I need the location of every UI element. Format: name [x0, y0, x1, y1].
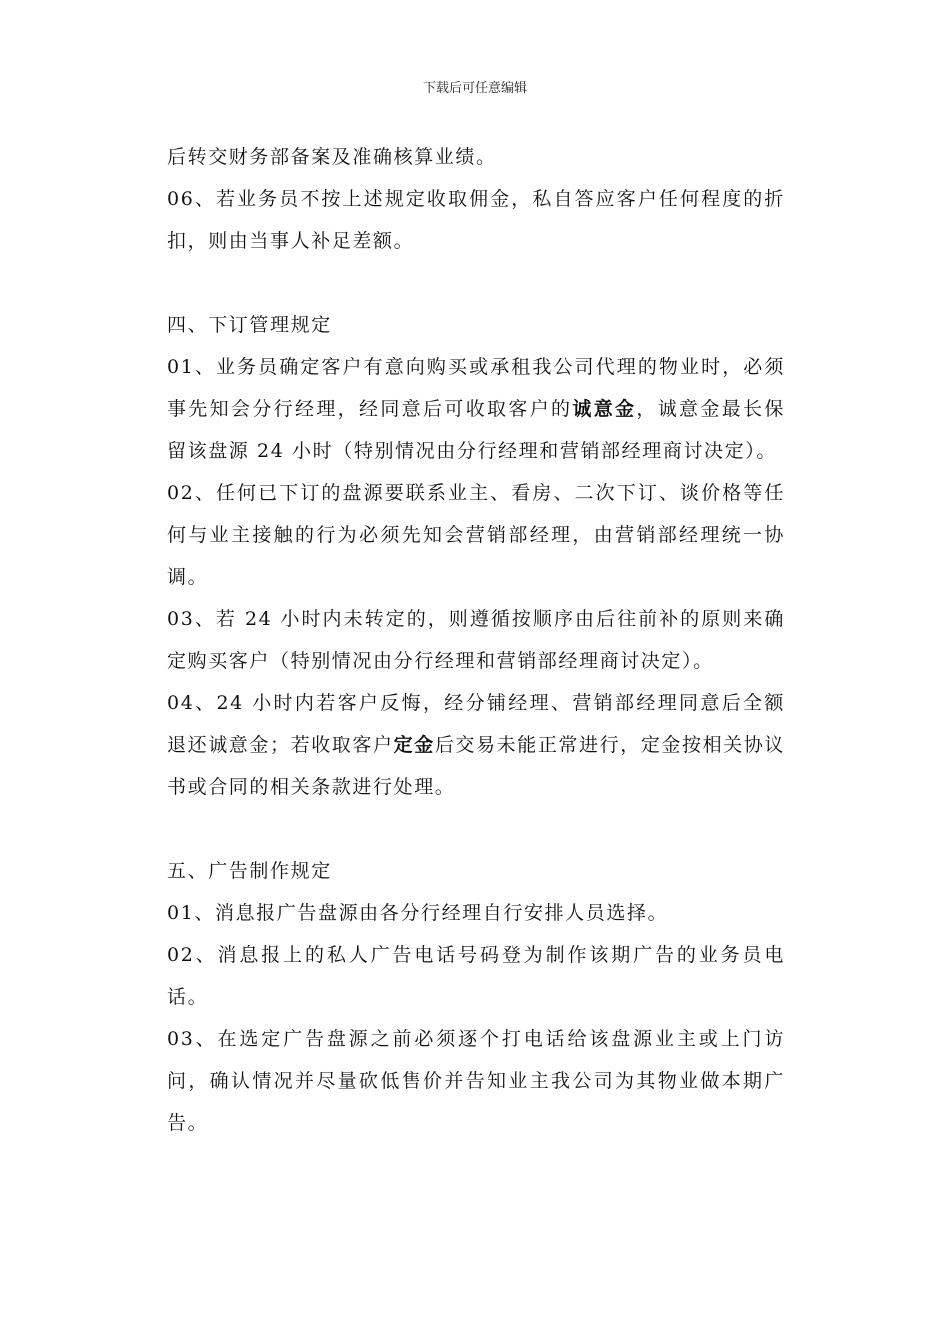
document-body	[167, 136, 785, 1144]
text-segment: ，诚意金最长保留该盘源 24 小时（特别情况由分行经理和营销部经理商讨决定）。	[167, 398, 786, 462]
paragraph-item-06: 06、若业务员不按上述规定收取佣金，私自答应客户任何程度的折扣，则由当事人补足差额。	[167, 188, 785, 252]
paragraph-order-item-01	[167, 346, 785, 472]
paragraph-order-item-02: 02、任何已下订的盘源要联系业主、看房、二次下订、谈价格等任何与业主接触的行为必须先知会营销部经理，由营销部经理统一协调。	[167, 482, 785, 588]
section-title-advertising: 五、广告制作规定	[167, 860, 332, 882]
paragraph-continuation: 后转交财务部备案及准确核算业绩。	[167, 146, 497, 168]
page-header: 下载后可任意编辑	[422, 81, 527, 96]
spacer	[167, 262, 785, 304]
spacer	[167, 808, 785, 850]
paragraph-ad-item-03: 03、在选定广告盘源之前必须逐个打电话给该盘源业主或上门访问，确认情况并尽量砍低售价并告知业主我公司为其物业做本期广告。	[167, 1028, 785, 1134]
paragraph-order-item-04	[167, 682, 785, 808]
paragraph-order-item-03: 03、若 24 小时内未转定的，则遵循按顺序由后往前补的原则来确定购买客户（特别情况由分行经理和营销部经理商讨决定）。	[167, 608, 785, 672]
text-segment: 04、24 小时内若客户反悔，经分铺经理、营销部经理同意后全额退还诚意金；若收取客户	[167, 692, 785, 756]
section-title-ordering: 四、下订管理规定	[167, 314, 332, 336]
bold-term-deposit: 定金	[393, 734, 435, 756]
bold-term-earnest-money: 诚意金	[572, 398, 637, 420]
paragraph-ad-item-02: 02、消息报上的私人广告电话号码登为制作该期广告的业务员电话。	[167, 944, 785, 1008]
paragraph-ad-item-01: 01、消息报广告盘源由各分行经理自行安排人员选择。	[167, 902, 669, 924]
text-segment: 后交易未能正常进行，定金按相关协议书或合同的相关条款进行处理。	[167, 734, 786, 798]
text-segment: 01、业务员确定客户有意向购买或承租我公司代理的物业时，必须事先知会分行经理，经同意后可收取客户的	[167, 356, 785, 420]
